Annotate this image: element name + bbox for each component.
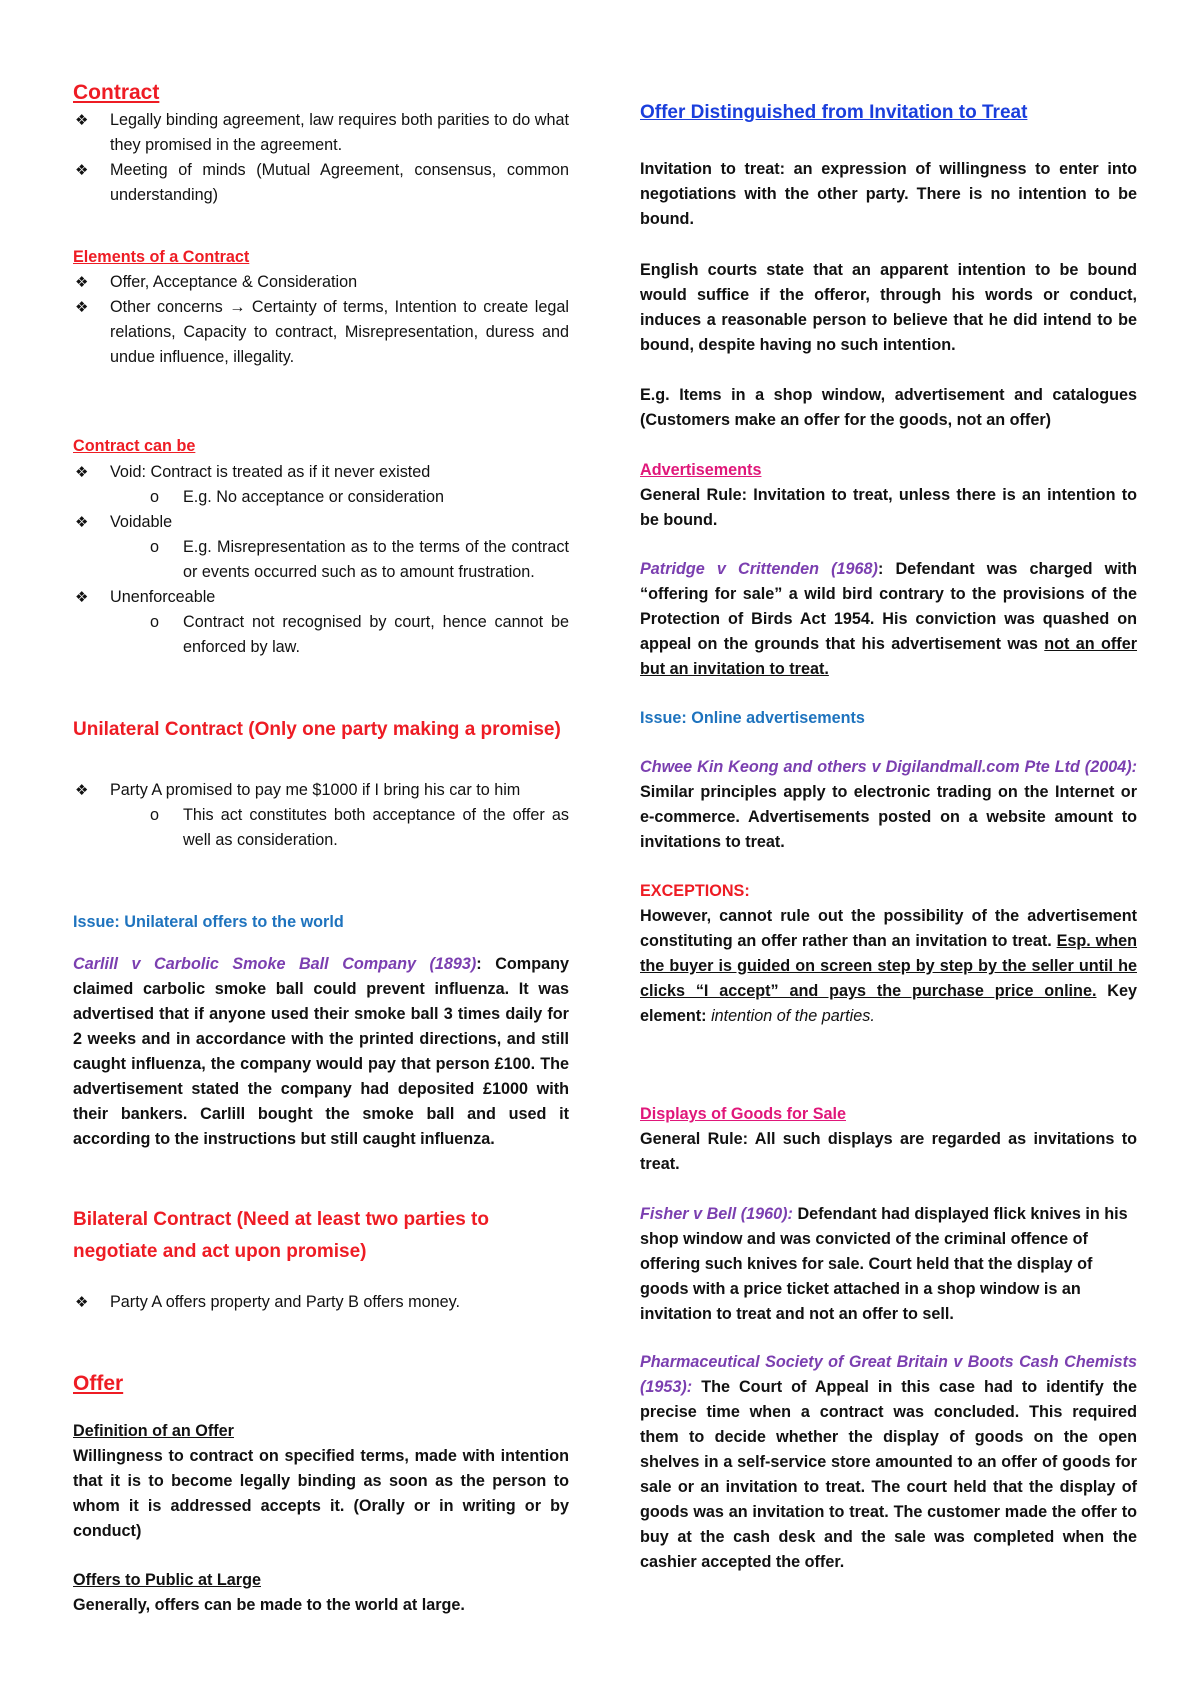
itt-heading: Offer Distinguished from Invitation to Treat bbox=[640, 102, 1028, 123]
advertisements-heading: Advertisements bbox=[640, 461, 762, 479]
definition-heading: Definition of an Offer bbox=[73, 1422, 234, 1440]
advertisements-rule: General Rule: Invitation to treat, unless there is an intention to be bound. bbox=[640, 486, 1137, 529]
elements-bullet-1: ❖ Offer, Acceptance & Consideration bbox=[73, 270, 569, 295]
example-text: E.g. Items in a shop window, advertisement and catalogues (Customers make an offer for the goods, not an offer) bbox=[640, 386, 1137, 429]
diamond-bullet-icon: ❖ bbox=[75, 274, 89, 291]
displays-rule: General Rule: All such displays are regarded as invitations to treat. bbox=[640, 1130, 1137, 1173]
void-sub-item: o E.g. No acceptance or consideration bbox=[73, 485, 569, 510]
unenforceable-sub-item: o Contract not recognised by court, hence cannot be enforced by law. bbox=[73, 610, 569, 660]
diamond-bullet-icon: ❖ bbox=[75, 162, 89, 179]
contract-bullet-1: ❖ Legally binding agreement, law requires both parities to do what they promised in the agreement. bbox=[73, 108, 569, 158]
diamond-bullet-icon: ❖ bbox=[75, 299, 89, 316]
circle-bullet-icon: o bbox=[150, 488, 160, 506]
unilateral-sub-item: o This act constitutes both acceptance of the offer as well as consideration. bbox=[73, 803, 569, 853]
voidable-item: ❖ Voidable bbox=[73, 510, 569, 535]
diamond-bullet-icon: ❖ bbox=[75, 782, 89, 799]
carlill-paragraph: Carlill v Carbolic Smoke Ball Company (1893): Company claimed carbolic smoke ball could prevent influenza. It was advertised that if anyone used their smoke ball 3 times daily for 2 weeks and in accordance with the printed directions, and still caught influenza, the company would pay that person £100. The advertisement stated the company had deposited £1000 with their bankers. Carlill bought the smoke ball and used it according to the instructions but still caught influenza. bbox=[73, 955, 569, 1148]
fisher-paragraph: Fisher v Bell (1960): Defendant had displayed flick knives in his shop window and was convicted of the criminal offence of offering such knives for sale. Court held that the display of goods with a price ticket attached in a shop window is an invitation to treat and not an offer to sell. bbox=[640, 1205, 1128, 1323]
diamond-bullet-icon: ❖ bbox=[75, 589, 89, 606]
displays-heading: Displays of Goods for Sale bbox=[640, 1105, 846, 1123]
unenforceable-item: ❖ Unenforceable bbox=[73, 585, 569, 610]
public-heading: Offers to Public at Large bbox=[73, 1571, 261, 1589]
void-item: ❖ Void: Contract is treated as if it never existed bbox=[73, 460, 569, 485]
bilateral-item: ❖ Party A offers property and Party B offers money. bbox=[73, 1290, 569, 1315]
diamond-bullet-icon: ❖ bbox=[75, 112, 89, 129]
elements-heading: Elements of a Contract bbox=[73, 248, 250, 266]
carlill-case-name: Carlill v Carbolic Smoke Ball Company (1893) bbox=[73, 955, 477, 973]
contract-heading: Contract bbox=[73, 81, 160, 104]
circle-bullet-icon: o bbox=[150, 806, 160, 824]
patridge-case-name: Patridge v Crittenden (1968) bbox=[640, 560, 878, 578]
circle-bullet-icon: o bbox=[150, 538, 160, 556]
fisher-case-name: Fisher v Bell (1960): bbox=[640, 1205, 793, 1223]
contract-bullet-2: ❖ Meeting of minds (Mutual Agreement, consensus, common understanding) bbox=[73, 158, 569, 208]
chwee-paragraph: Chwee Kin Keong and others v Digilandmall.com Pte Ltd (2004): Similar principles apply to electronic trading on the Internet or e-commerce. Advertisements posted on a website amount to invitations to treat. bbox=[640, 758, 1137, 851]
elements-bullet-2: ❖ Other concerns → Certainty of terms, Intention to create legal relations, Capacity to contract, Misrepresentation, duress and undue influence, illegality. bbox=[73, 295, 569, 370]
unilateral-heading: Unilateral Contract (Only one party making a promise) bbox=[73, 719, 561, 740]
exceptions-heading: EXCEPTIONS: bbox=[640, 882, 750, 900]
diamond-bullet-icon: ❖ bbox=[75, 514, 89, 531]
voidable-sub-item: o E.g. Misrepresentation as to the terms of the contract or events occurred such as to amount frustration. bbox=[73, 535, 569, 585]
circle-bullet-icon: o bbox=[150, 613, 160, 631]
public-text: Generally, offers can be made to the world at large. bbox=[73, 1596, 465, 1614]
patridge-paragraph: Patridge v Crittenden (1968): Defendant was charged with “offering for sale” a wild bird contrary to the provisions of the Protection of Birds Act 1954. His conviction was quashed on appeal on the grounds that his advertisement was not an offer but an invitation to treat. bbox=[640, 560, 1138, 678]
english-courts-text: English courts state that an apparent intention to be bound would suffice if the offeror, through his words or conduct, induces a reasonable person to believe that he did intend to be bound, despite having no such intention. bbox=[640, 261, 1137, 354]
diamond-bullet-icon: ❖ bbox=[75, 464, 89, 481]
offer-heading: Offer bbox=[73, 1372, 124, 1395]
boots-paragraph: Pharmaceutical Society of Great Britain v Boots Cash Chemists (1953): The Court of Appeal in this case had to identify the precise time when a contract was concluded. This required them to decide whether the display of goods on the open shelves in a self-service store amounted to an offer of goods for sale or an invitation to treat. The court held that the display of goods was an invitation to treat. The customer made the offer to buy at the cash desk and the sale was completed when the cashier accepted the offer. bbox=[640, 1353, 1137, 1571]
boots-case-name: Pharmaceutical Society of Great Britain v Boots Cash Chemists (1953): bbox=[640, 1353, 1137, 1396]
diamond-outline-bullet-icon: ❖ bbox=[75, 1294, 89, 1311]
issue-online: Issue: Online advertisements bbox=[640, 709, 865, 727]
contract-can-be-heading: Contract can be bbox=[73, 437, 196, 455]
chwee-case-name: Chwee Kin Keong and others v Digilandmall.com Pte Ltd (2004): bbox=[640, 758, 1137, 776]
issue-unilateral: Issue: Unilateral offers to the world bbox=[73, 913, 344, 931]
itt-definition: Invitation to treat: an expression of willingness to enter into negotiations with the other party. There is no intention to be bound. bbox=[640, 160, 1137, 228]
unilateral-item: ❖ Party A promised to pay me $1000 if I bring his car to him bbox=[73, 778, 569, 803]
exceptions-text: However, cannot rule out the possibility of the advertisement constituting an offer rather than an invitation to treat. Esp. when the buyer is guided on screen step by step by the seller until he clicks “I accept” and pays the purchase price online. Key element: intention of the parties. bbox=[640, 907, 1137, 1025]
bilateral-heading: Bilateral Contract (Need at least two parties to negotiate and act upon promise) bbox=[73, 1209, 489, 1262]
definition-text: Willingness to contract on specified terms, made with intention that it is to become legally binding as soon as the person to whom it is addressed accepts it. (Orally or in writing or by conduct) bbox=[73, 1447, 569, 1540]
